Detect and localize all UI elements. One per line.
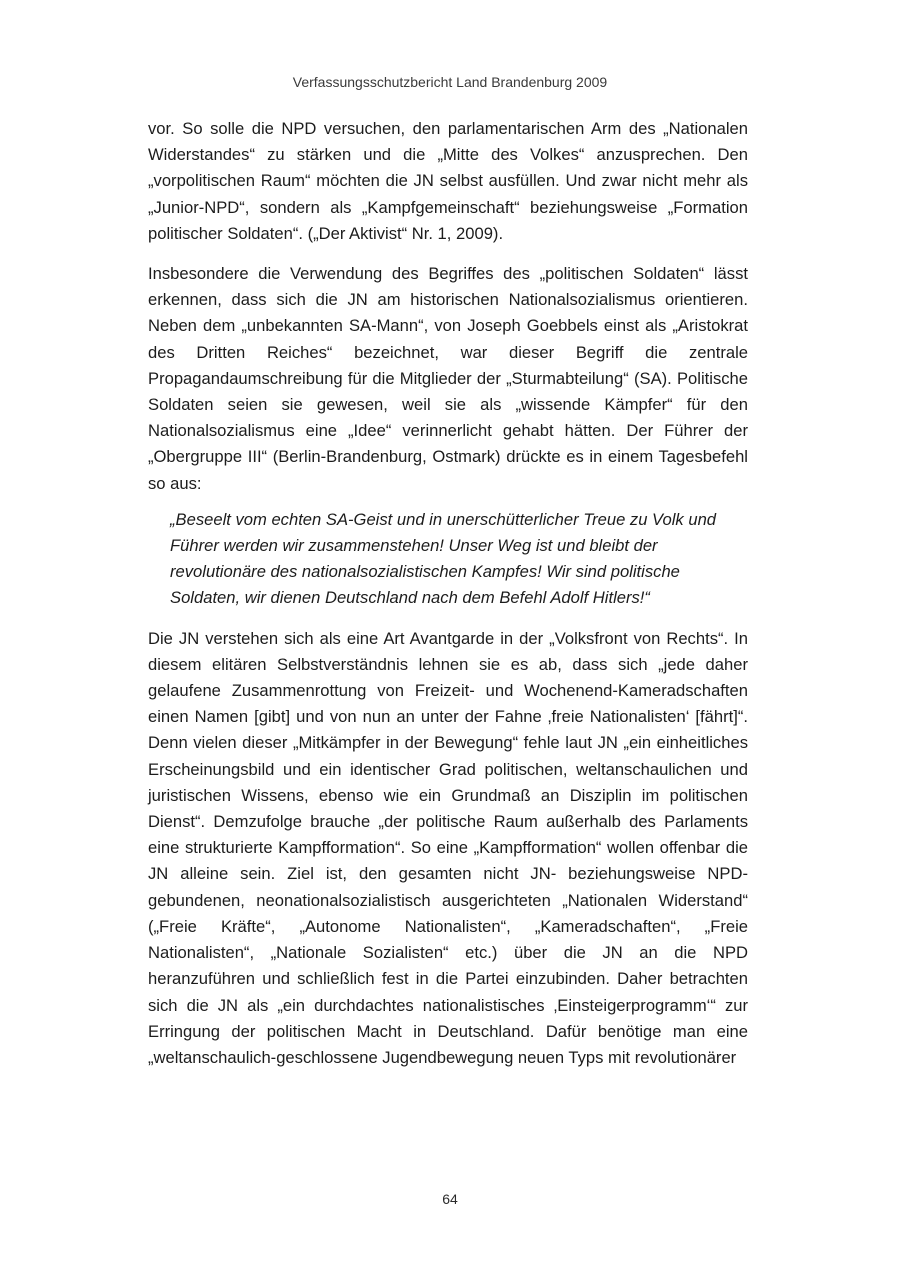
paragraph-3: Die JN verstehen sich als eine Art Avantgarde in der „Volksfront von Rechts“. In diesem elitären Selbstverständnis lehnen sie es ab, dass sich „jede daher gelaufene Zusammenrottung von Freizeit- und Wochenend-Kameradschaften einen Namen [gibt] und von nun an unter der Fahne ‚freie Nationalisten‘ [fährt]“. Denn vielen dieser „Mitkämpfer in der Bewegung“ fehle laut JN „ein einheitliches Erscheinungsbild und ein identischer Grad politischen, weltanschaulichen und juristischen Wissens, ebenso wie ein Grundmaß an Disziplin im politischen Dienst“. Demzufolge brauche „der politische Raum außerhalb des Parlaments eine strukturierte Kampfformation“. So eine „Kampfformation“ wollen offenbar die JN alleine sein. Ziel ist, den gesamten nicht JN- beziehungsweise NPD-gebundenen, neonationalsozialistisch ausgerichteten „Nationalen Widerstand“ („Freie Kräfte“, „Autonome Nationalisten“, „Kameradschaften“, „Freie Nationalisten“, „Nationale Sozialisten“ etc.) über die JN an die NPD heranzuführen und schließlich fest in die Partei einzubinden. Daher betrachten sich die JN als „ein durchdachtes nationalistisches ‚Einsteigerprogramm‘“ zur Erringung der politischen Macht in Deutschland. Dafür benötige man eine „weltanschaulich-geschlossene Jugendbewegung neuen Typs mit revolutionärer [148,628,748,1067]
paragraph-2: Insbesondere die Verwendung des Begriffes des „politischen Soldaten“ lässt erkennen, dass sich die JN am historischen Nationalsozialismus orientieren. Neben dem „unbekannten SA-Mann“, von Joseph Goebbels einst als „Aristokrat des Dritten Reiches“ bezeichnet, war dieser Begriff die zentrale Propagandaumschreibung für die Mitglieder der „Sturmabteilung“ (SA). Politische Soldaten seien sie gewesen, weil sie als „wissende Kämpfer“ für den Nationalsozialismus eine „Idee“ verinnerlicht gehabt hätten. Der Führer der „Obergruppe III“ (Berlin-Brandenburg, Ostmark) drückte es in einem Tagesbefehl so aus: [148,264,748,493]
document-body [148,116,748,1071]
page-header: Verfassungsschutzbericht Land Brandenburg 2009 [292,74,608,90]
page-number: 64 [442,1191,458,1207]
block-quote: „Beseelt vom echten SA-Geist und in unerschütterlicher Treue zu Volk und Führer werden wir zusammenstehen! Unser Weg ist und bleibt der revolutionäre des nationalsozialistischen Kampfes! Wir sind politische Soldaten, wir dienen Deutschland nach dem Befehl Adolf Hitlers!“ [170,509,717,608]
paragraph-1: vor. So solle die NPD versuchen, den parlamentarischen Arm des „Nationalen Widerstandes“ zu stärken und die „Mitte des Volkes“ anzusprechen. Den „vorpolitischen Raum“ möchten die JN selbst ausfüllen. Und zwar nicht mehr als „Junior-NPD“, sondern als „Kampfgemeinschaft“ beziehungsweise „Formation politischer Soldaten“. („Der Aktivist“ Nr. 1, 2009). [148,119,748,243]
